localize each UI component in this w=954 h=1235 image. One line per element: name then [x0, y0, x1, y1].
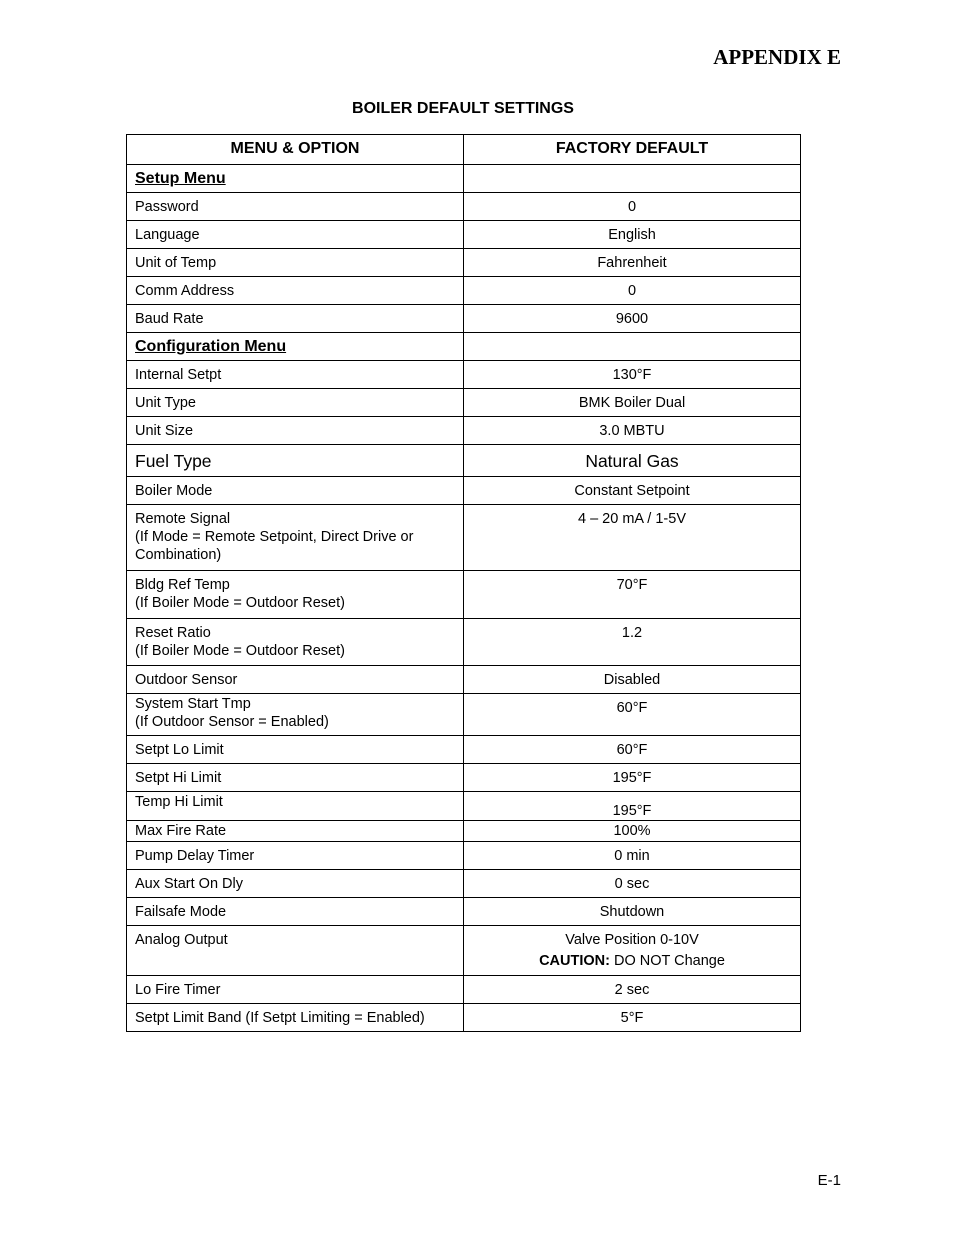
boiler-defaults-table: [126, 134, 801, 1032]
table-row: [127, 666, 801, 694]
option-label: System Start Tmp: [135, 696, 251, 712]
value-cell: 195°F: [464, 764, 801, 792]
option-cell: [127, 571, 464, 619]
table-row: [127, 571, 801, 619]
option-cell: Analog Output: [127, 926, 464, 976]
table-row: [127, 694, 801, 736]
option-cell: Unit of Temp: [127, 249, 464, 277]
option-label: Remote Signal: [135, 511, 231, 527]
table-row: [127, 898, 801, 926]
value-cell: 0: [464, 277, 801, 305]
table-row: [127, 976, 801, 1004]
caution-note: [472, 952, 792, 970]
table-row: [127, 505, 801, 571]
value-cell: 5°F: [464, 1004, 801, 1032]
option-cell: Setpt Hi Limit: [127, 764, 464, 792]
value-cell: 60°F: [464, 694, 801, 736]
appendix-heading: APPENDIX E: [713, 45, 841, 69]
section-title-configuration-menu: Configuration Menu: [127, 333, 464, 361]
value-cell: 9600: [464, 305, 801, 333]
option-condition-note: (If Boiler Mode = Outdoor Reset): [135, 643, 345, 659]
table-row: [127, 193, 801, 221]
value-cell: Natural Gas: [464, 445, 801, 477]
value-cell: Constant Setpoint: [464, 477, 801, 505]
table-row: [127, 361, 801, 389]
table-header-row: [127, 135, 801, 165]
option-label: Bldg Ref Temp: [135, 577, 230, 593]
section-row-configuration: [127, 333, 801, 361]
column-header-factory-default: FACTORY DEFAULT: [464, 135, 801, 165]
table-row: [127, 619, 801, 666]
option-cell: Unit Type: [127, 389, 464, 417]
option-cell: Baud Rate: [127, 305, 464, 333]
value-cell: English: [464, 221, 801, 249]
option-cell: Failsafe Mode: [127, 898, 464, 926]
table-row: [127, 842, 801, 870]
option-label: Reset Ratio: [135, 625, 211, 641]
value-label: Valve Position 0-10V: [565, 932, 699, 948]
table-row: [127, 249, 801, 277]
option-cell: Unit Size: [127, 417, 464, 445]
option-cell: Pump Delay Timer: [127, 842, 464, 870]
option-cell: Internal Setpt: [127, 361, 464, 389]
value-cell: 0 sec: [464, 870, 801, 898]
column-header-menu-option: MENU & OPTION: [127, 135, 464, 165]
option-cell: Setpt Lo Limit: [127, 736, 464, 764]
value-cell: 195°F: [464, 792, 801, 821]
value-cell: 130°F: [464, 361, 801, 389]
table-row: [127, 926, 801, 976]
value-cell: 0: [464, 193, 801, 221]
value-cell: Disabled: [464, 666, 801, 694]
table-row: [127, 821, 801, 842]
option-cell: [127, 619, 464, 666]
section-empty-cell: [464, 165, 801, 193]
option-cell: [127, 505, 464, 571]
value-cell: 70°F: [464, 571, 801, 619]
option-cell: Outdoor Sensor: [127, 666, 464, 694]
value-cell: 60°F: [464, 736, 801, 764]
value-cell: [464, 926, 801, 976]
value-cell: 3.0 MBTU: [464, 417, 801, 445]
table-row: [127, 870, 801, 898]
table-row: [127, 305, 801, 333]
table-row: [127, 477, 801, 505]
caution-label: CAUTION:: [539, 953, 610, 969]
option-cell: Temp Hi Limit: [127, 792, 464, 821]
value-cell: 100%: [464, 821, 801, 842]
table-row: [127, 445, 801, 477]
value-cell: BMK Boiler Dual: [464, 389, 801, 417]
caution-text: DO NOT Change: [609, 953, 725, 969]
section-title-setup-menu: Setup Menu: [127, 165, 464, 193]
option-cell: Fuel Type: [127, 445, 464, 477]
page-title: BOILER DEFAULT SETTINGS: [352, 100, 574, 117]
option-cell: Max Fire Rate: [127, 821, 464, 842]
table-row: [127, 1004, 801, 1032]
option-cell: [127, 694, 464, 736]
value-cell: 4 – 20 mA / 1-5V: [464, 505, 801, 571]
option-condition-note: (If Boiler Mode = Outdoor Reset): [135, 595, 345, 611]
table-row: [127, 736, 801, 764]
value-cell: 2 sec: [464, 976, 801, 1004]
table-row: [127, 417, 801, 445]
section-row-setup: [127, 165, 801, 193]
page-number: E-1: [817, 1172, 841, 1189]
option-condition-note: (If Mode = Remote Setpoint, Direct Drive or Combination): [135, 529, 414, 563]
table-row: [127, 221, 801, 249]
option-cell: Comm Address: [127, 277, 464, 305]
option-condition-note: (If Outdoor Sensor = Enabled): [135, 714, 329, 730]
value-cell: 0 min: [464, 842, 801, 870]
value-cell: Shutdown: [464, 898, 801, 926]
value-cell: Fahrenheit: [464, 249, 801, 277]
option-cell: Language: [127, 221, 464, 249]
table-row: [127, 792, 801, 821]
option-cell: Boiler Mode: [127, 477, 464, 505]
section-empty-cell: [464, 333, 801, 361]
table-row: [127, 389, 801, 417]
option-cell: Password: [127, 193, 464, 221]
option-cell: Lo Fire Timer: [127, 976, 464, 1004]
table-row: [127, 277, 801, 305]
option-cell: Aux Start On Dly: [127, 870, 464, 898]
table-row: [127, 764, 801, 792]
value-cell: 1.2: [464, 619, 801, 666]
option-cell: Setpt Limit Band (If Setpt Limiting = Enabled): [127, 1004, 464, 1032]
